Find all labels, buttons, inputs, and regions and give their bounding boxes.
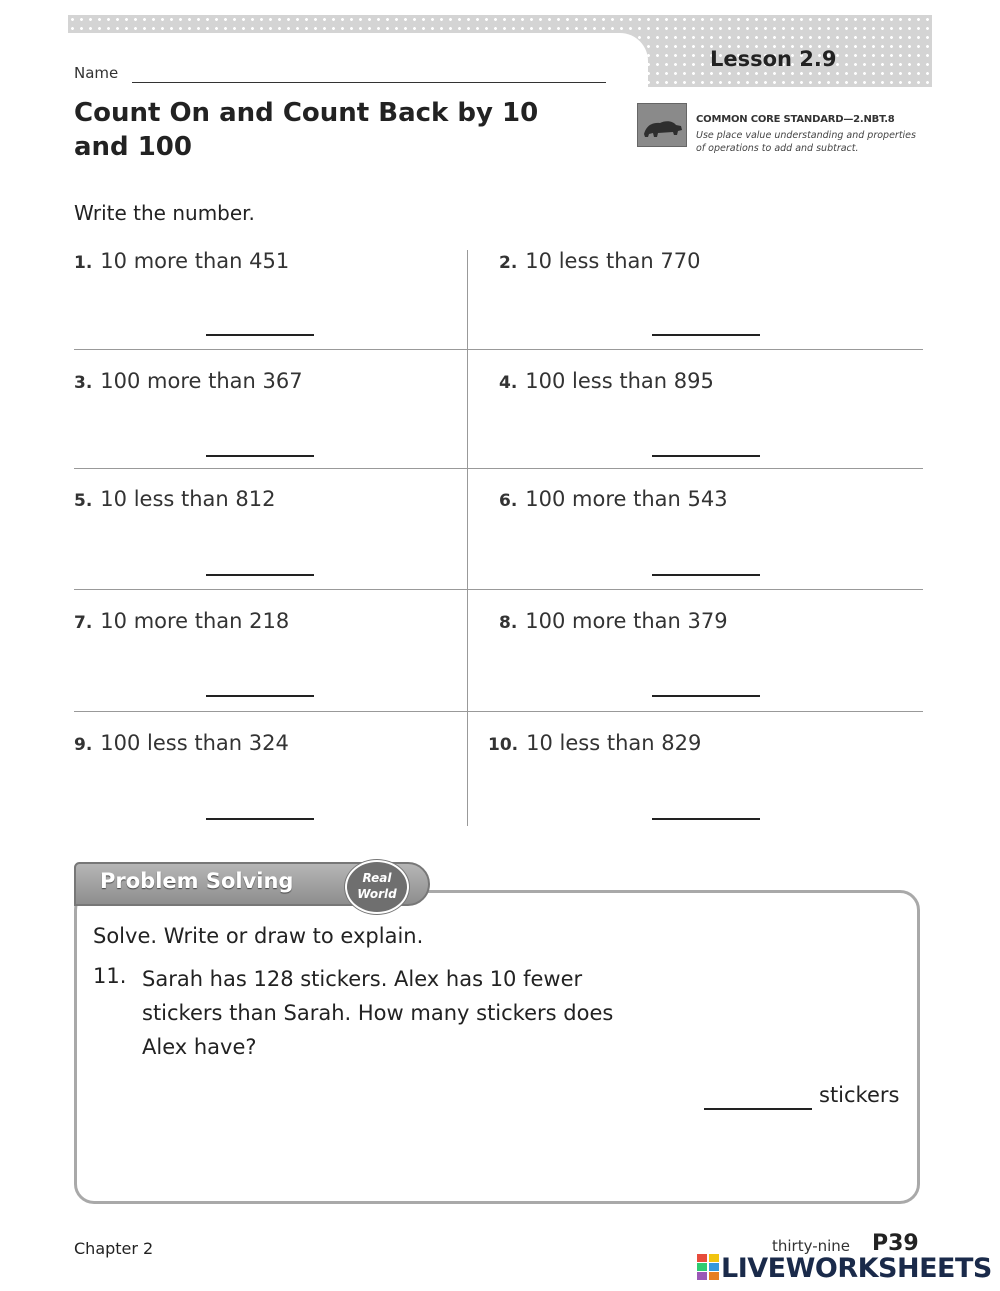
question-number: 2. [499,253,518,273]
question-text: 100 less than 324 [100,731,289,755]
grid-divider-vertical [467,250,468,826]
chapter-label: Chapter 2 [74,1239,154,1258]
grid-divider [74,589,923,590]
question-number: 6. [499,491,518,511]
problem-solving-title: Problem Solving [100,869,294,893]
question-number: 9. [74,735,93,755]
answer-line-9[interactable] [206,818,314,820]
badge-line-2: World [357,887,397,901]
answer-line-5[interactable] [206,574,314,576]
problem-number: 11. [93,964,127,988]
question-text: 10 less than 812 [100,487,276,511]
lesson-label: Lesson 2.9 [710,47,837,71]
question-text: 100 less than 895 [525,369,714,393]
page-number-words: thirty-nine [772,1237,851,1255]
problem-solving-instructions: Solve. Write or draw to explain. [93,924,424,948]
answer-line-6[interactable] [652,574,760,576]
question-number: 1. [74,253,93,273]
question-number: 3. [74,373,93,393]
answer-line-8[interactable] [652,695,760,697]
standard-heading: COMMON CORE STANDARD—2.NBT.8 [696,114,895,125]
question-7 [74,609,289,633]
instructions: Write the number. [74,201,255,225]
question-10 [488,731,701,755]
question-number: 10. [488,735,519,755]
answer-line-2[interactable] [652,334,760,336]
question-text: 100 more than 543 [525,487,728,511]
question-text: 10 more than 451 [100,249,290,273]
question-3 [74,369,303,393]
question-1 [74,249,289,273]
question-number: 5. [74,491,93,511]
grid-divider [74,468,923,469]
problem-text: Sarah has 128 stickers. Alex has 10 fewer stickers than Sarah. How many stickers does Alex have? [142,967,614,1059]
logo-blocks [697,1254,719,1280]
name-input-line[interactable] [132,82,606,83]
liveworksheets-logo-icon [697,1254,719,1284]
question-number: 8. [499,613,518,633]
question-4 [499,369,714,393]
liveworksheets-watermark[interactable]: LIVEWORKSHEETS [721,1253,992,1284]
answer-line-7[interactable] [206,695,314,697]
name-label: Name [74,64,119,82]
question-9 [74,731,289,755]
answer-unit: stickers [819,1083,900,1107]
bear-icon-graphic [638,104,686,146]
bear-icon [637,103,687,147]
question-6 [499,487,728,511]
standard-description: Use place value understanding and properties of operations to add and subtract. [696,130,916,154]
answer-line-10[interactable] [652,818,760,820]
question-text: 10 less than 770 [525,249,701,273]
question-5 [74,487,276,511]
question-number: 4. [499,373,518,393]
problem-answer-line[interactable] [704,1108,812,1110]
question-text: 10 less than 829 [526,731,702,755]
question-number: 7. [74,613,93,633]
page-title: Count On and Count Back by 10 and 100 [74,98,539,162]
question-text: 10 more than 218 [100,609,290,633]
badge-line-1: Real [362,871,392,885]
page-number: P39 [872,1231,919,1256]
answer-line-4[interactable] [652,455,760,457]
answer-line-1[interactable] [206,334,314,336]
real-world-badge [345,860,409,914]
question-text: 100 more than 367 [100,369,303,393]
question-text: 100 more than 379 [525,609,728,633]
question-2 [499,249,701,273]
grid-divider [74,349,923,350]
grid-divider [74,711,923,712]
question-8 [499,609,728,633]
answer-line-3[interactable] [206,455,314,457]
